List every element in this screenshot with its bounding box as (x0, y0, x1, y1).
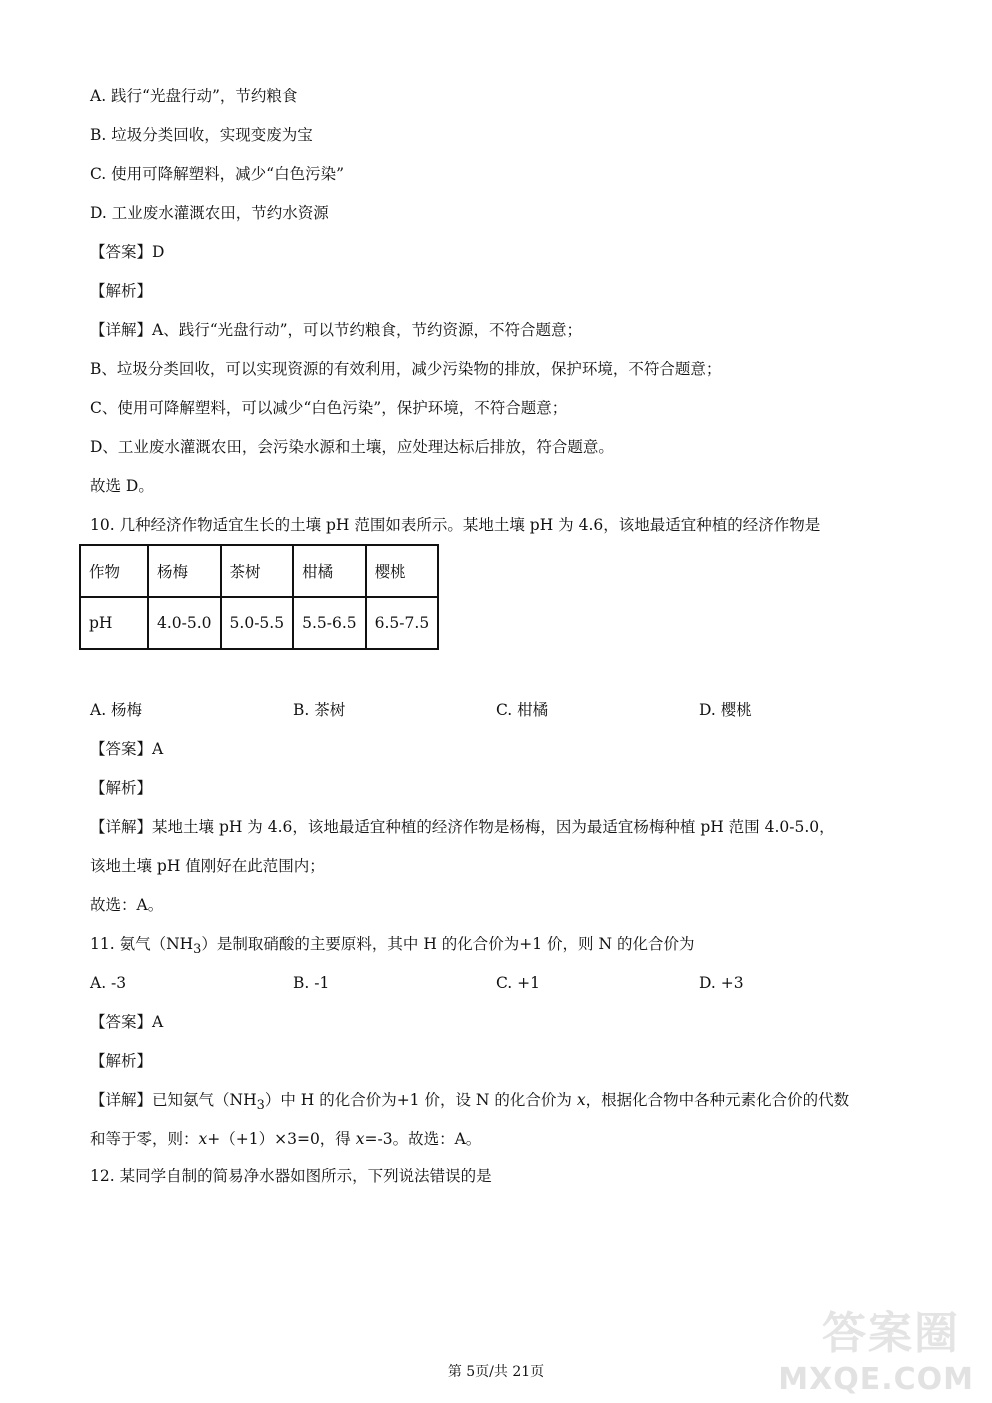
q9-detail-4: D、工业废水灌溉农田，会污染水源和土壤，应处理达标后排放，符合题意。 (90, 438, 614, 456)
q10-option-c: C. 柑橘 (496, 701, 549, 719)
detail-text: +（+1）×3=0，得 (207, 1130, 356, 1148)
watermark-text-top: 答案圈 (822, 1308, 960, 1359)
q10-conclusion: 故选：A。 (90, 896, 164, 914)
q9-analysis-label: 【解析】 (90, 282, 153, 300)
q11-stem-prefix: 11. 氨气（NH (90, 935, 194, 953)
q9-option-a: A. 践行“光盘行动”，节约粮食 (90, 87, 298, 105)
q10-stem: 10. 几种经济作物适宜生长的土壤 pH 范围如表所示。某地土壤 pH 为 4.6，该地最适宜种植的经济作物是 (90, 516, 821, 534)
detail-label: 【详解】 (90, 1091, 153, 1109)
q11-option-d: D. +3 (699, 974, 744, 992)
detail-text: 和等于零，则： (90, 1130, 199, 1148)
table-cell: 4.0-5.0 (148, 597, 221, 649)
detail-subscript: 3 (256, 1098, 265, 1114)
answer-label: 【答案】 (90, 1013, 153, 1031)
q10-analysis-label: 【解析】 (90, 779, 153, 797)
answer-value: A (152, 1013, 164, 1031)
q11-stem (90, 934, 694, 960)
q11-option-a: A. -3 (90, 974, 127, 992)
variable-x: x (576, 1091, 586, 1109)
watermark-text-bottom: MXQE.COM (778, 1362, 974, 1397)
table-cell: 杨梅 (148, 545, 221, 597)
detail-text: 已知氨气（NH (152, 1091, 257, 1109)
table-cell: 5.0-5.5 (221, 597, 294, 649)
q9-detail-1 (90, 320, 582, 340)
q12-stem: 12. 某同学自制的简易净水器如图所示，下列说法错误的是 (90, 1167, 492, 1185)
detail-label: 【详解】 (90, 321, 153, 339)
q11-option-c: C. +1 (496, 974, 541, 992)
answer-label: 【答案】 (90, 243, 153, 261)
detail-text: ）中 H 的化合价为+1 价，设 N 的化合价为 (264, 1091, 577, 1109)
ph-table (79, 544, 439, 650)
detail-text: 某地土壤 pH 为 4.6，该地最适宜种植的经济作物是杨梅，因为最适宜杨梅种植 pH 范围 4.0-5.0， (152, 818, 835, 836)
table-cell: 6.5-7.5 (366, 597, 439, 649)
page-footer: 第 5页/共 21页 (447, 1364, 545, 1380)
detail-text: =-3。故选：A。 (364, 1130, 482, 1148)
q10-answer (90, 739, 163, 759)
q11-detail-1 (90, 1090, 849, 1116)
detail-label: 【详解】 (90, 818, 153, 836)
q9-detail-2: B、垃圾分类回收，可以实现资源的有效利用，减少污染物的排放，保护环境，不符合题意； (90, 360, 722, 378)
table-row (80, 597, 438, 649)
table-cell: 茶树 (221, 545, 294, 597)
q11-detail-2 (90, 1129, 481, 1149)
detail-text: ，根据化合物中各种元素化合价的代数 (585, 1091, 850, 1109)
q9-detail-3: C、使用可降解塑料，可以减少“白色污染”，保护环境，不符合题意； (90, 399, 568, 417)
q11-stem-suffix: ）是制取硝酸的主要原料，其中 H 的化合价为+1 价，则 N 的化合价为 (201, 935, 695, 953)
variable-x: x (198, 1130, 208, 1148)
table-cell: 作物 (80, 545, 148, 597)
q9-conclusion: 故选 D。 (90, 477, 154, 495)
q11-analysis-label: 【解析】 (90, 1052, 153, 1070)
table-header-row (80, 545, 438, 597)
answer-value: A (152, 740, 164, 758)
detail-text: A、践行“光盘行动”，可以节约粮食，节约资源，不符合题意； (152, 321, 583, 339)
variable-x: x (355, 1130, 365, 1148)
table-cell: pH (80, 597, 148, 649)
answer-label: 【答案】 (90, 740, 153, 758)
q10-option-b: B. 茶树 (293, 701, 346, 719)
answer-value: D (152, 243, 165, 261)
q9-option-d: D. 工业废水灌溉农田，节约水资源 (90, 204, 329, 222)
q10-detail-1 (90, 817, 835, 837)
q9-answer (90, 242, 164, 262)
q11-option-b: B. -1 (293, 974, 330, 992)
q10-option-d: D. 樱桃 (699, 701, 752, 719)
q11-answer (90, 1012, 163, 1032)
table-cell: 樱桃 (366, 545, 439, 597)
q10-option-a: A. 杨梅 (90, 701, 143, 719)
q10-detail-2: 该地土壤 pH 值刚好在此范围内； (90, 857, 325, 875)
q11-stem-subscript: 3 (193, 942, 202, 958)
watermark-logo (780, 1297, 980, 1397)
table-cell: 柑橘 (293, 545, 366, 597)
q9-option-c: C. 使用可降解塑料，减少“白色污染” (90, 165, 345, 183)
q9-option-b: B. 垃圾分类回收，实现变废为宝 (90, 126, 313, 144)
table-cell: 5.5-6.5 (293, 597, 366, 649)
